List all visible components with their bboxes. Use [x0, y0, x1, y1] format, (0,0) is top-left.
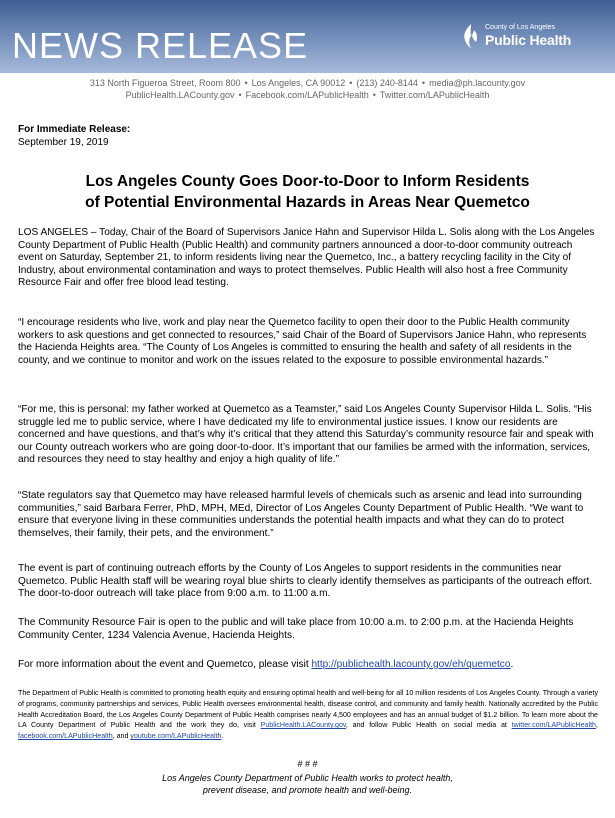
release-label: For Immediate Release:: [18, 124, 131, 135]
website: PublicHealth.LACounty.gov: [125, 90, 235, 100]
contact-line-2: PublicHealth.LACounty.gov • Facebook.com/LAPublicHealth • Twitter.com/LAPublicHealth: [0, 90, 615, 101]
news-release-title: NEWS RELEASE: [12, 25, 309, 66]
website-link[interactable]: PublicHealth.LACounty.gov: [260, 721, 346, 730]
logo-public-health-text: Public Health: [485, 32, 572, 48]
public-health-logo: [461, 22, 601, 52]
address: 313 North Figueroa Street, Room 800: [89, 78, 241, 88]
headline: [20, 171, 595, 213]
about-end: .: [221, 732, 224, 741]
release-date: September 19, 2019: [18, 137, 109, 148]
email: media@ph.lacounty.gov: [429, 78, 526, 88]
headline-line-1: Los Angeles County Goes Door-to-Door to Inform Residents: [85, 173, 530, 190]
logo-county-text: County of Los Angeles: [485, 24, 556, 31]
end-marks: # # #: [297, 759, 318, 769]
quemetco-link[interactable]: http://publichealth.lacounty.gov/eh/quemetco: [311, 659, 511, 670]
flame-logo-icon: [461, 23, 481, 49]
city: Los Angeles, CA 90012: [251, 78, 346, 88]
paragraph-more-info: [18, 659, 598, 672]
header-banner: [0, 0, 615, 73]
paragraph-hahn-quote: “I encourage residents who live, work and play near the Quemetco facility to open their door to the Public Health community workers to ask questions and get connected to resources,” said Chair of the Board of Supervisors Janice Hahn, who represents the Hacienda Heights area. “The County of Los Angeles is committed to ensuring the health and safety of all residents in the county, and we continue to monitor and work on the issues related to the exposure to possible environmental hazards.”: [18, 317, 587, 366]
headline-line-2: of Potential Environmental Hazards in Areas Near Quemetco: [85, 194, 530, 211]
twitter: Twitter.com/LAPublicHealth: [379, 90, 490, 100]
tagline-line-2: prevent disease, and promote health and well-being.: [202, 785, 413, 795]
about-department: [18, 688, 598, 742]
phone: (213) 240-8144: [356, 78, 418, 88]
youtube-link[interactable]: youtube.com/LAPublicHealth: [130, 732, 222, 741]
about-and: , and: [112, 732, 131, 741]
paragraph-intro: LOS ANGELES – Today, Chair of the Board of Supervisors Janice Hahn and Supervisor Hilda L. Solis along with the Los Angeles County Department of Public Health (Public Health) and community partners announced a door-to-door community outreach event on Saturday, September 21, to inform residents living near the Quemetco, Inc., a battery recycling facility in the City of Industry, about environmental contamination and ways to protect themselves. Public Health will also host a free Community Resource Fair and offer free blood lead testing.: [18, 227, 595, 288]
more-info-end: .: [510, 659, 514, 670]
paragraph-solis-quote: “For me, this is personal: my father worked at Quemetco as a Teamster,” said Los Angeles County Supervisor Hilda L. Solis. “His struggle led me to public service, where I have dedicated my life to environmental justice issues. I know our residents are concerned and have questions, and that’s why it’s critical that they attend this Saturday’s community resource fair and speak with our County outreach workers who are going door-to-door. It’s important that our families be armed with the information, services, and resources they need to stay healthy and enjoy a high quality of life.”: [18, 404, 594, 465]
twitter-link[interactable]: twitter.com/LAPublicHealth: [511, 721, 596, 730]
facebook: Facebook.com/LAPublicHealth: [245, 90, 369, 100]
about-mid: , and follow Public Health on social media at: [345, 721, 512, 730]
tagline-line-1: Los Angeles County Department of Public Health works to protect health,: [162, 773, 453, 783]
about-text: The Department of Public Health is committed to promoting health equity and ensuring optimal health and well-being for all 10 million residents of Los Angeles County. Through a variety of programs, community partnerships and services, Public Health oversees environmental health, disease control, and community and family health. Nationally accredited by the Public Health Accreditation Board, the Los Angeles County Department of Public Health comprises nearly 4,500 employees and has an annual budget of $1.2 billion. To learn more about the LA County Department of Public Health and the work they do, visit: [18, 689, 598, 730]
facebook-link[interactable]: facebook.com/LAPublicHealth: [18, 732, 113, 741]
more-info-text: For more information about the event and Quemetco, please visit: [18, 659, 312, 670]
tagline: [0, 772, 615, 796]
about-sep: ,: [596, 721, 598, 730]
paragraph-resource-fair: The Community Resource Fair is open to the public and will take place from 10:00 a.m. to 2:00 p.m. at the Hacienda Heights Community Center, 1234 Valencia Avenue, Hacienda Heights.: [18, 617, 574, 641]
paragraph-ferrer-quote: “State regulators say that Quemetco may have released harmful levels of chemicals such as arsenic and lead into surrounding communities,” said Barbara Ferrer, PhD, MPH, MEd, Director of Los Angeles County Department of Public Health. “We want to ensure that everyone living in these communities understands the potential health impacts and what they can do to protect themselves, their family, their pets, and the environment.”: [18, 490, 584, 539]
paragraph-outreach: The event is part of continuing outreach efforts by the County of Los Angeles to support residents in the communities near Quemetco. Public Health staff will be wearing royal blue shirts to clearly identify themselves as participants of the outreach effort. The door-to-door outreach will take place from 9:00 a.m. to 11:00 a.m.: [18, 563, 593, 599]
contact-line-1: 313 North Figueroa Street, Room 800 • Los Angeles, CA 90012 • (213) 240-8144 • media@ph.lacounty.gov: [0, 78, 615, 89]
